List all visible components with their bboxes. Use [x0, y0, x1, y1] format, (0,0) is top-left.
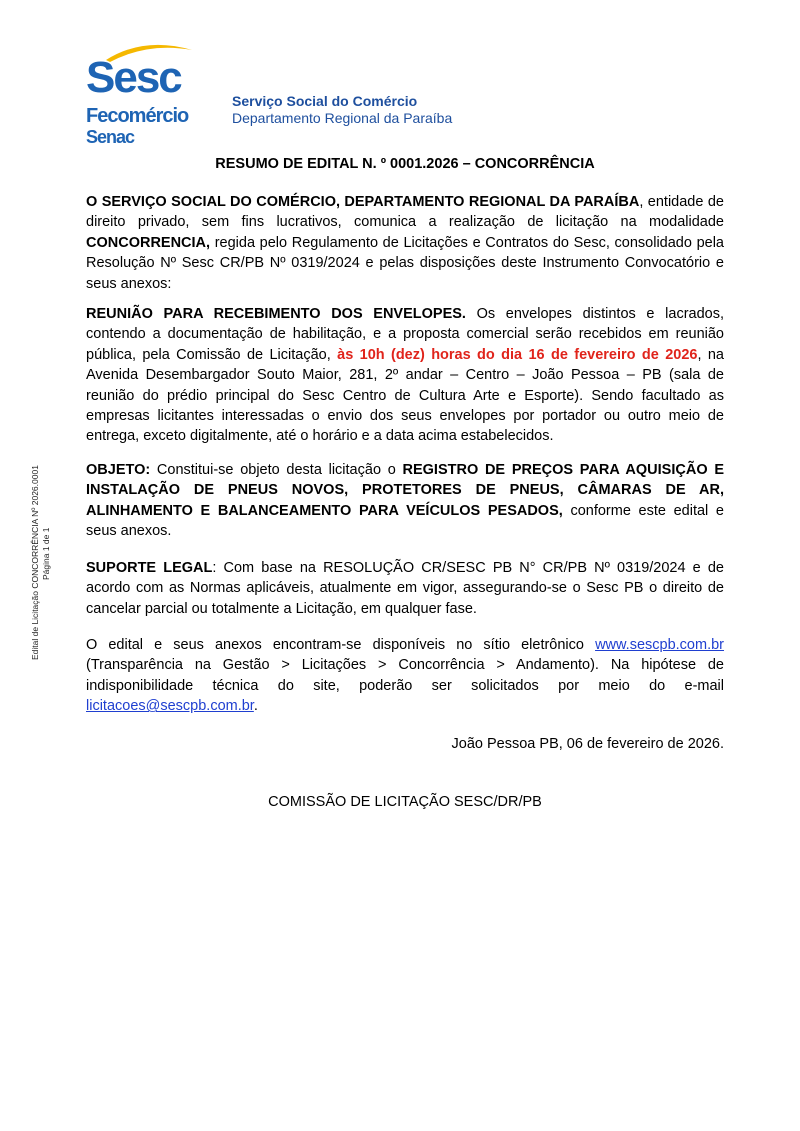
- signature: COMISSÃO DE LICITAÇÃO SESC/DR/PB: [268, 794, 542, 810]
- meeting-heading: REUNIÃO PARA RECEBIMENTO DOS ENVELOPES.: [86, 306, 466, 322]
- intro-modality: CONCORRENCIA,: [86, 234, 211, 251]
- paragraph-availability: [86, 635, 724, 717]
- legal-text: : Com base na RESOLUÇÃO CR/SESC PB N° CR/PB Nº 0319/2024 e de acordo com as Normas aplicáveis, atualmente em vigor, assegurando-se o Sesc PB o direito de cancelar parcial ou totalmente a Licitação, em qualquer fase.: [86, 560, 724, 617]
- paragraph-object: [86, 460, 724, 542]
- meeting-text-1: Os envelopes distintos e lacrados, contendo a documentação de habilitação, e a proposta comercial serão recebidos em reunião pública, pela Comissão de Licitação,: [86, 306, 724, 363]
- logo-fecomercio: Fecomércio: [86, 105, 189, 127]
- org-header: [232, 93, 452, 127]
- meeting-text-2: , na Avenida Desembargador Souto Maior, 281, 2º andar – Centro – João Pessoa – PB (sala de reunião do prédio principal do Sesc Centro de Cultura Arte e Esporte). Sendo facultado as empresas licitantes interessadas o envio dos seus envelopes por portador ou outro meio de entrega, exceto digitalmente, até o horário e a data acima estabelecidos.: [86, 346, 725, 445]
- website-link[interactable]: www.sescpb.com.br: [595, 637, 724, 653]
- legal-heading: SUPORTE LEGAL: [86, 560, 213, 576]
- side-note-title: Edital de Licitação CONCORRÊNCIA Nº 2026.0001: [30, 465, 40, 660]
- sesc-logo: [84, 40, 209, 150]
- document-title: RESUMO DE EDITAL N. º 0001.2026 – CONCORRÊNCIA: [215, 156, 595, 172]
- side-note-page: Página 1 de 1: [41, 527, 51, 580]
- object-heading: OBJETO:: [86, 462, 151, 478]
- availability-text-2: (Transparência na Gestão > Licitações > Concorrência > Andamento). Na hipótese de indisponibilidade técnica do site, poderão ser solicitados por meio do e-mail: [86, 657, 724, 694]
- intro-text-1: , entidade de direito privado, sem fins lucrativos, comunica a realização de licitação na modalidade: [86, 194, 724, 231]
- intro-entity: O SERVIÇO SOCIAL DO COMÉRCIO, DEPARTAMENTO REGIONAL DA PARAÍBA: [86, 194, 640, 210]
- email-link[interactable]: licitacoes@sescpb.com.br: [86, 698, 254, 715]
- org-name: Serviço Social do Comércio: [232, 93, 418, 109]
- org-department: Departamento Regional da Paraíba: [232, 110, 453, 126]
- paragraph-intro: [86, 192, 724, 294]
- object-description: REGISTRO DE PREÇOS PARA AQUISIÇÃO E INSTALAÇÃO DE PNEUS NOVOS, PROTETORES DE PNEUS, CÂMARAS DE AR, ALINHAMENTO E BALANCEAMENTO PARA VEÍCULOS PESADOS,: [86, 462, 725, 519]
- side-note: [30, 420, 70, 660]
- availability-text-1: O edital e seus anexos encontram-se disponíveis no sítio eletrônico: [86, 637, 596, 653]
- logo-senac: Senac: [86, 127, 135, 147]
- paragraph-meeting: [86, 304, 724, 447]
- meeting-datetime: às 10h (dez) horas do dia 16 de fevereiro de 2026: [337, 346, 698, 363]
- availability-text-3: .: [253, 698, 258, 715]
- date-line: João Pessoa PB, 06 de fevereiro de 2026.: [451, 736, 724, 752]
- object-text-1: Constitui-se objeto desta licitação o: [150, 462, 403, 478]
- paragraph-legal: [86, 558, 724, 619]
- logo-brand: Sesc: [86, 53, 181, 102]
- object-text-2: conforme este edital e seus anexos.: [86, 502, 724, 540]
- intro-text-2: regida pelo Regulamento de Licitações e Contratos do Sesc, consolidado pela Resolução Nº Sesc CR/PB Nº 0319/2024 e pelas disposições deste Instrumento Convocatório e seus anexos:: [86, 234, 724, 292]
